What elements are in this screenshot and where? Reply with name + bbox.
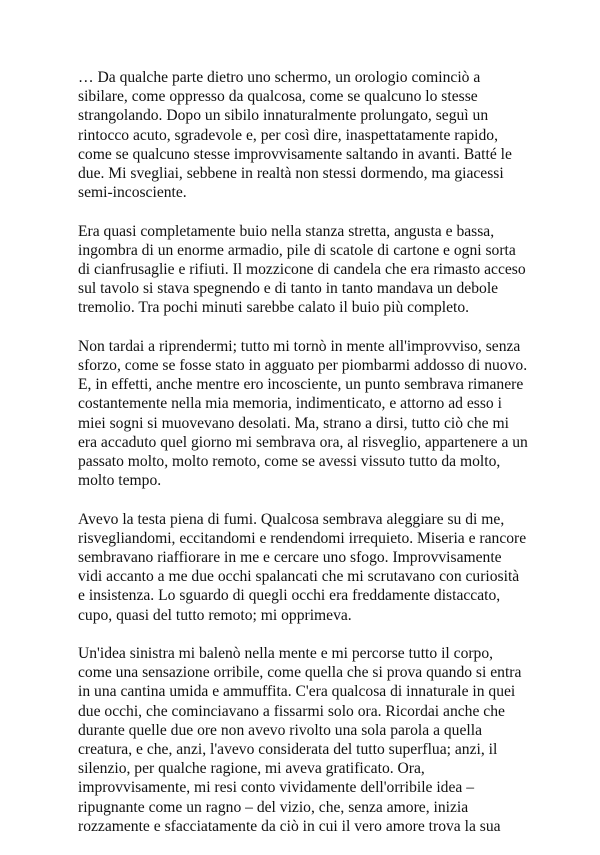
paragraph-4: Avevo la testa piena di fumi. Qualcosa sembrava aleggiare su di me, risvegliandomi, eccitandomi e rendendomi irrequieto. Miseria e rancore sembravano riaffiorare in me e cercare uno sfogo. Improvvisamente vidi accanto a me due occhi spalancati che mi scrutavano con curiosità e insistenza. Lo sguardo di quegli occhi era freddamente distaccato, cupo, quasi del tutto remoto; mi opprimeva. <box>78 510 527 624</box>
paragraph-2: Era quasi completamente buio nella stanza stretta, angusta e bassa, ingombra di un enorme armadio, pile di scatole di cartone e ogni sorta di cianfrusaglie e rifiuti. Il mozzicone di candela che era rimasto acceso sul tavolo si stava spegnendo e di tanto in tanto mandava un debole tremolio. Tra pochi minuti sarebbe calato il buio più completo. <box>78 222 526 317</box>
paragraph-5: Un'idea sinistra mi balenò nella mente e mi percorse tutto il corpo, come una sensazione orribile, come quella che si prova quando si entra in una cantina umida e ammuffita. C'era qualcosa di innaturale in quei due occhi, che cominciavano a fissarmi solo ora. Ricordai anche che durante quelle due ore non avevo rivolto una sola parola a quella creatura, e che, anzi, l'avevo considerata del tutto superflua; anzi, il silenzio, per qualche ragione, mi aveva gratificato. Ora, improvvisamente, mi resi conto vividamente dell'orribile idea – ripugnante come un ragno – del vizio, che, senza amore, inizia rozzamente e sfacciatamente da ciò in cui il vero amore trova la sua <box>78 645 522 835</box>
document-body <box>78 68 528 855</box>
paragraph-3: Non tardai a riprendermi; tutto mi tornò in mente all'improvviso, senza sforzo, come se fosse stato in agguato per piombarmi addosso di nuovo. E, in effetti, anche mentre ero incosciente, un punto sembrava rimanere costantemente nella mia memoria, indimenticato, e attorno ad esso i miei sogni si muovevano desolati. Ma, strano a dirsi, tutto ciò che mi era accaduto quel giorno mi sembrava ora, al risveglio, appartenere a un passato molto, molto remoto, come se avessi vissuto tutto da molto, molto tempo. <box>78 337 528 490</box>
paragraph-1: … Da qualche parte dietro uno schermo, un orologio cominciò a sibilare, come oppresso da qualcosa, come se qualcuno lo stesse strangolando. Dopo un sibilo innaturalmente prolungato, seguì un rintocco acuto, sgradevole e, per così dire, inaspettatamente rapido, come se qualcuno stesse improvvisamente saltando in avanti. Batté le due. Mi svegliai, sebbene in realtà non stessi dormendo, ma giacessi semi-incosciente. <box>78 69 512 202</box>
